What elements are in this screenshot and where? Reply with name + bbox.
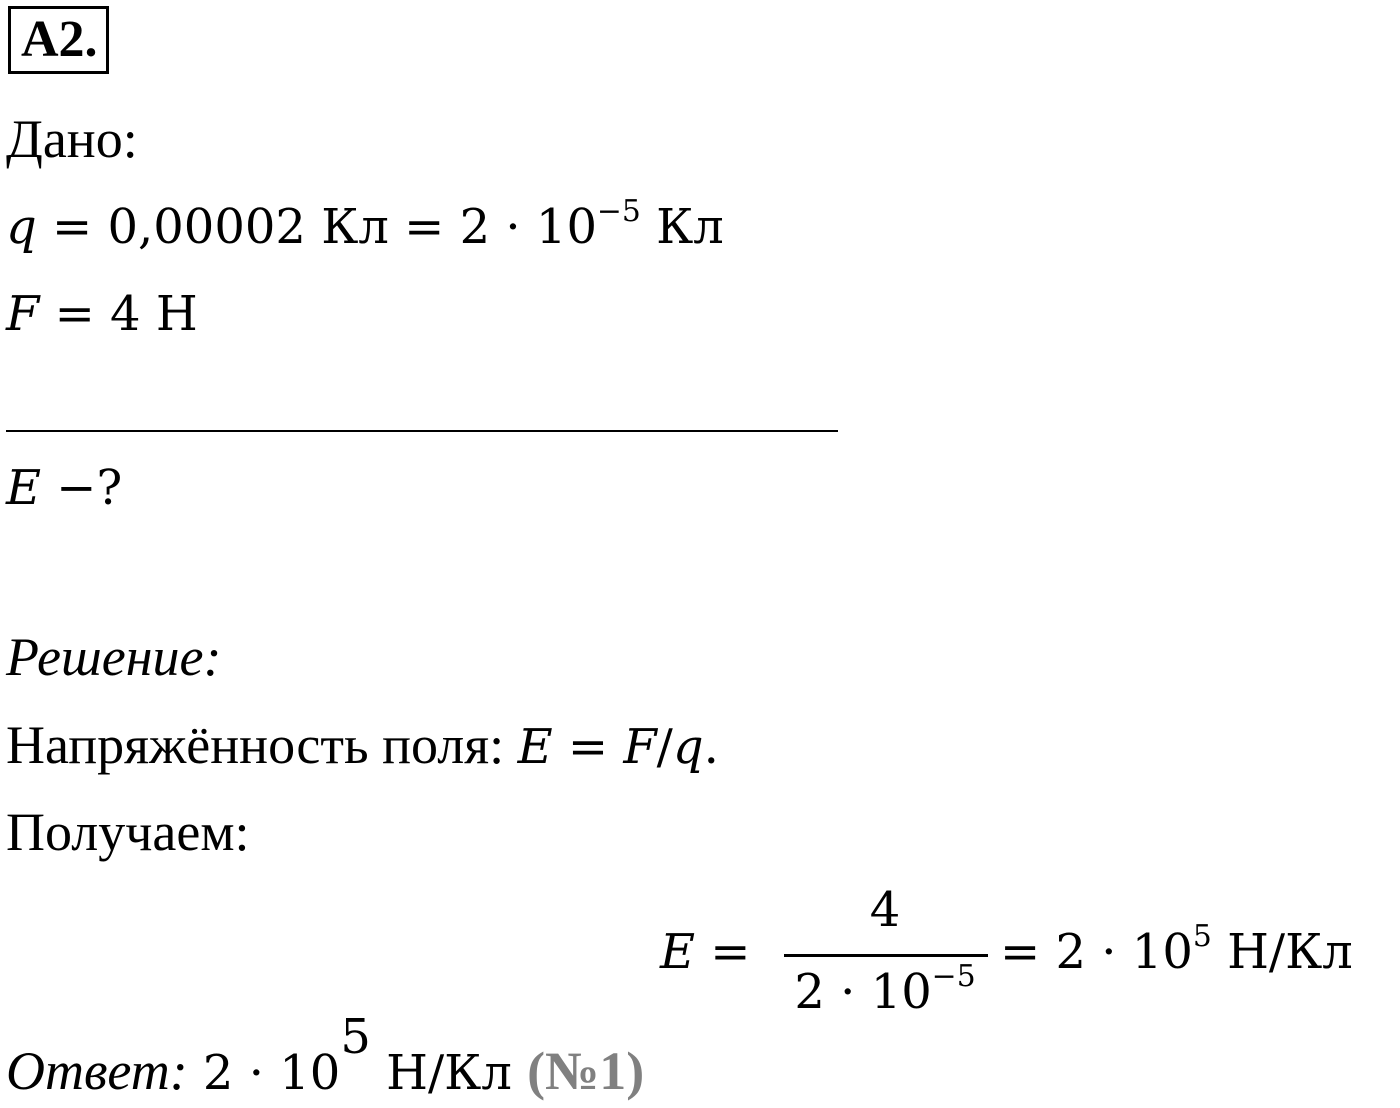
charge-unit: Кл — [640, 199, 724, 255]
find-question: −? — [41, 460, 123, 516]
formula-f: F — [623, 719, 657, 775]
equation-lhs-var: E — [660, 924, 696, 980]
given-charge-line — [6, 193, 724, 255]
problem-number-label: A2. — [8, 6, 109, 74]
charge-exponent: −5 — [596, 193, 641, 229]
answer-label: Ответ: — [6, 1041, 188, 1101]
formula-equals: = — [552, 719, 624, 775]
formula-q: q — [672, 719, 704, 775]
equation-rhs-exponent: 5 — [1192, 918, 1212, 954]
force-value: = 4 Н — [39, 286, 198, 342]
find-line — [6, 460, 123, 516]
charge-variable: q — [6, 199, 37, 255]
equation-lhs — [660, 924, 751, 980]
force-variable: F — [6, 286, 40, 342]
field-strength-formula-line — [6, 715, 719, 775]
given-force-line — [6, 286, 198, 342]
answer-reference: (№1) — [527, 1041, 645, 1101]
answer-exponent: 5 — [340, 1009, 371, 1065]
formula-e: E — [517, 719, 553, 775]
answer-unit: Н/Кл — [370, 1045, 528, 1101]
answer-value: 2 · 10 — [187, 1045, 341, 1101]
formula-period: . — [703, 719, 719, 775]
equation-lhs-equals: = — [695, 924, 751, 980]
obtain-heading: Получаем: — [6, 802, 250, 862]
solution-heading: Решение: — [6, 627, 222, 687]
given-heading: Дано: — [6, 109, 138, 169]
fraction-denominator — [778, 958, 992, 1020]
denominator-exponent: −5 — [931, 958, 976, 994]
equation-rhs-value: = 2 · 10 — [1000, 924, 1193, 980]
denominator-base: 2 · 10 — [794, 964, 932, 1020]
equation-fraction — [778, 880, 992, 1030]
given-divider-line — [6, 430, 838, 432]
find-variable: E — [6, 460, 42, 516]
fraction-numerator: 4 — [869, 882, 901, 938]
formula-slash: / — [656, 719, 673, 775]
fraction-bar — [784, 954, 988, 957]
equation-rhs — [1000, 918, 1353, 980]
charge-value: = 0,00002 Кл = 2 · 10 — [36, 199, 597, 255]
formula-description: Напряжённость поля: — [6, 715, 518, 775]
equation-rhs-unit: Н/Кл — [1211, 924, 1353, 980]
answer-line — [6, 1009, 645, 1102]
display-equation — [660, 880, 1396, 1030]
